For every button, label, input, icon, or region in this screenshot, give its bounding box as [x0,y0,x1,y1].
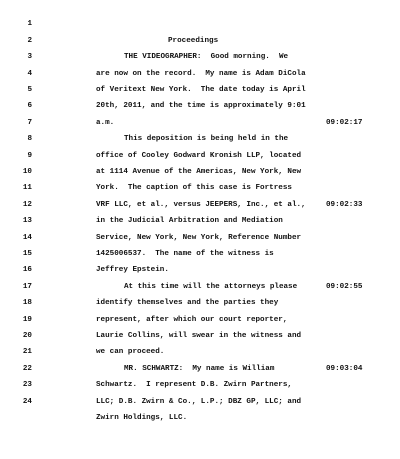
line-text: a.m. [96,118,115,127]
line-number: 13 [22,217,32,226]
line-number: 1 [27,20,32,29]
line-number: 18 [22,299,32,308]
line-text: This deposition is being held in the [124,135,289,144]
line-number: 19 [22,315,32,324]
line-number: 11 [22,184,32,193]
line-text: at 1114 Avenue of the Americas, New York, New [96,168,302,176]
timestamp: 09:02:33 [326,200,363,209]
line-number: 7 [27,118,32,127]
timestamp: 09:03:04 [326,364,363,373]
line-text: office of Cooley Godward Kronish LLP, located [96,151,302,160]
line-number: 21 [22,348,32,357]
line-number: 3 [27,53,32,62]
line-number: 2 [27,36,32,45]
line-text: York. The caption of this case is Fortress [96,184,292,193]
line-number: 9 [27,151,32,160]
line-text: of Veritext New York. The date today is April [96,86,306,94]
line-text: VRF LLC, et al., versus JEEPERS, Inc., et al., [96,200,306,209]
line-text: we can proceed. [96,348,165,357]
line-number: 8 [27,135,32,144]
line-number: 24 [22,397,32,406]
line-text: Zwirn Holdings, LLC. [96,414,188,422]
line-text: LLC; D.B. Zwirn & Co., L.P.; DBZ GP, LLC; and [96,397,302,406]
line-number: 22 [22,364,32,373]
line-text: THE VIDEOGRAPHER: Good morning. We [124,53,289,62]
line-text: Laurie Collins, will swear in the witness and [96,332,302,340]
line-number: 20 [22,332,32,340]
line-text: Service, New York, New York, Reference Number [96,233,302,242]
line-text: 20th, 2011, and the time is approximately 9:01 [96,102,306,111]
line-number: 16 [22,266,32,275]
timestamp: 09:02:55 [326,282,363,291]
timestamp: 09:02:17 [326,118,363,127]
line-text: Schwartz. I represent D.B. Zwirn Partners, [96,381,292,390]
line-text: represent, after which our court reporter, [96,315,288,324]
line-text: MR. SCHWARTZ: My name is William [124,364,275,373]
page-heading: Proceedings [168,36,219,45]
line-number: 10 [22,168,32,176]
line-text: identify themselves and the parties they [96,299,279,308]
line-text: in the Judicial Arbitration and Mediation [96,217,283,226]
transcript-line [0,0,400,45]
line-text: At this time will the attorneys please [124,282,298,291]
line-text: Jeffrey Epstein. [96,266,169,275]
line-number: 14 [22,233,32,242]
line-number: 6 [27,102,32,111]
line-number: 15 [22,250,32,258]
line-number: 4 [27,69,32,78]
line-number: 17 [22,282,32,291]
line-text: 1425006537. The name of the witness is [96,250,274,258]
line-number: 12 [22,200,32,209]
line-number: 5 [27,86,32,94]
line-number: 23 [22,381,32,390]
line-text: are now on the record. My name is Adam DiCola [96,69,306,78]
